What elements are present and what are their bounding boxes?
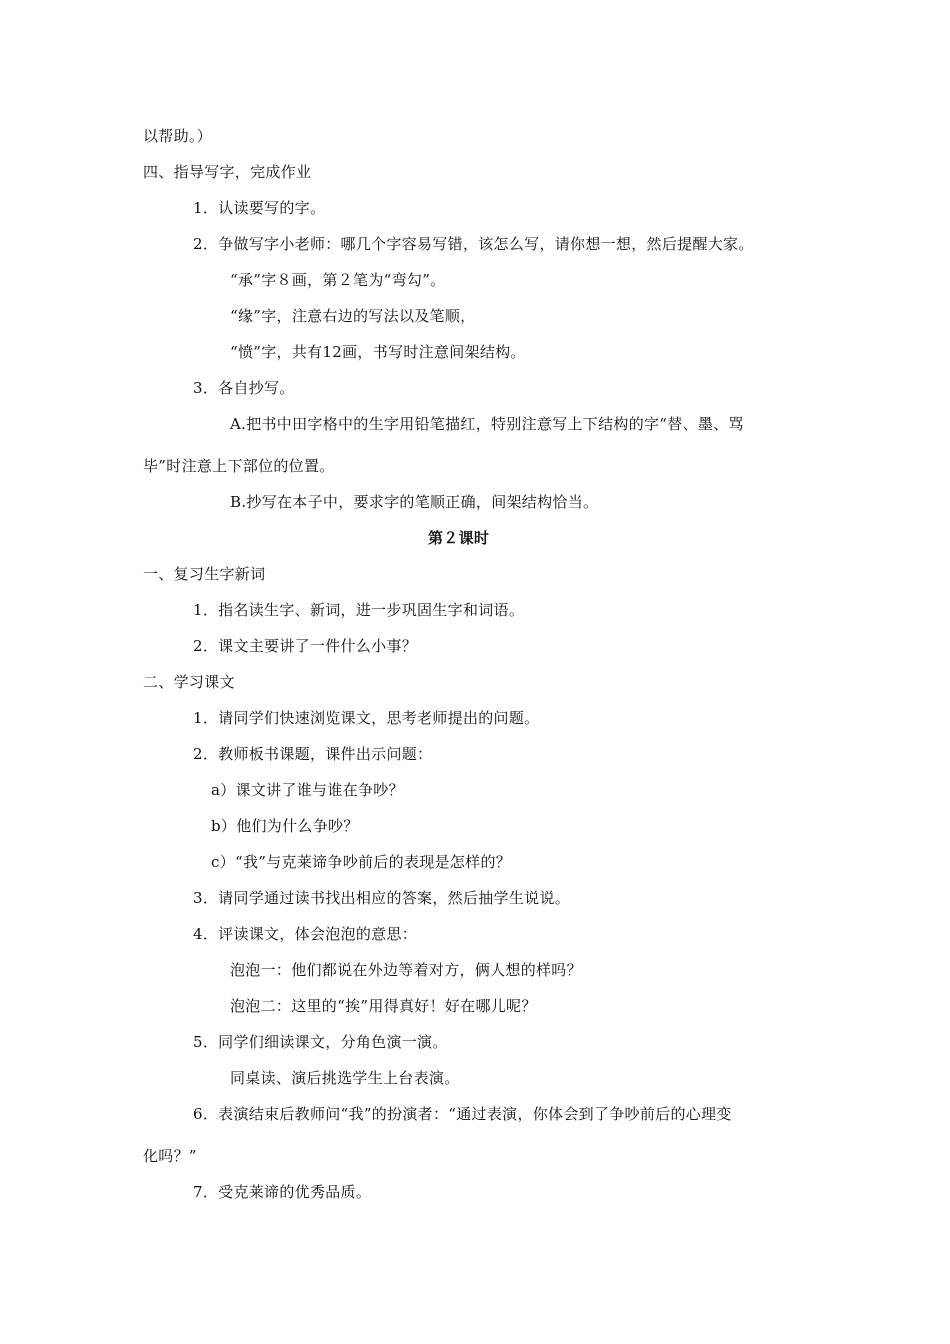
text-line: 2．课文主要讲了一件什么小事？ — [193, 637, 418, 655]
text-line: a）课文讲了谁与谁在争吵？ — [211, 781, 404, 799]
section-heading: 一、复习生字新词 — [143, 565, 266, 583]
text-line: “承”字８画，第２笔为“弯勾”。 — [230, 271, 446, 289]
text-line: 2．争做写字小老师：哪几个字容易写错，该怎么写，请你想一想，然后提醒大家。 — [193, 235, 754, 253]
text-line: 以帮助。） — [143, 127, 213, 145]
text-line: 泡泡一：他们都说在外边等着对方，俩人想的样吗？ — [230, 961, 582, 979]
text-line: 3．各自抄写。 — [193, 379, 295, 397]
text-line: 3．请同学通过读书找出相应的答案，然后抽学生说说。 — [193, 889, 571, 907]
section-heading: 二、学习课文 — [143, 673, 235, 691]
text-line: A.把书中田字格中的生字用铅笔描红，特别注意写上下结构的字“替、墨、骂 — [230, 415, 744, 433]
text-line: 4．评读课文，体会泡泡的意思： — [193, 925, 418, 943]
text-line: B.抄写在本子中，要求字的笔顺正确，间架结构恰当。 — [230, 493, 599, 511]
text-line: “缘”字，注意右边的写法以及笔顺， — [230, 307, 476, 325]
lesson-title: 第２课时 — [428, 529, 490, 547]
text-line: b）他们为什么争吵？ — [211, 817, 359, 835]
text-line: 6．表演结束后教师问“我”的扮演者：“通过表演，你体会到了争吵前后的心理变 — [193, 1105, 732, 1123]
section-heading: 四、指导写字，完成作业 — [143, 163, 312, 181]
text-line: “愤”字，共有12画，书写时注意间架结构。 — [230, 343, 526, 361]
text-line: 7．受克莱谛的优秀品质。 — [193, 1183, 372, 1201]
text-line: 同桌读、演后挑选学生上台表演。 — [230, 1069, 460, 1087]
text-line: 1．请同学们快速浏览课文，思考老师提出的问题。 — [193, 709, 540, 727]
text-line: 毕”时注意上下部位的位置。 — [143, 457, 335, 475]
text-line: 5．同学们细读课文，分角色演一演。 — [193, 1033, 448, 1051]
text-line: 2．教师板书课题，课件出示问题： — [193, 745, 433, 763]
text-line: 泡泡二：这里的“挨”用得真好！好在哪儿呢？ — [230, 997, 537, 1015]
text-line: 1．认读要写的字。 — [193, 199, 326, 217]
text-line: c）“我”与克莱谛争吵前后的表现是怎样的？ — [211, 853, 512, 871]
text-line: 1．指名读生字、新词，进一步巩固生字和词语。 — [193, 601, 525, 619]
text-line: 化吗？” — [143, 1147, 197, 1165]
